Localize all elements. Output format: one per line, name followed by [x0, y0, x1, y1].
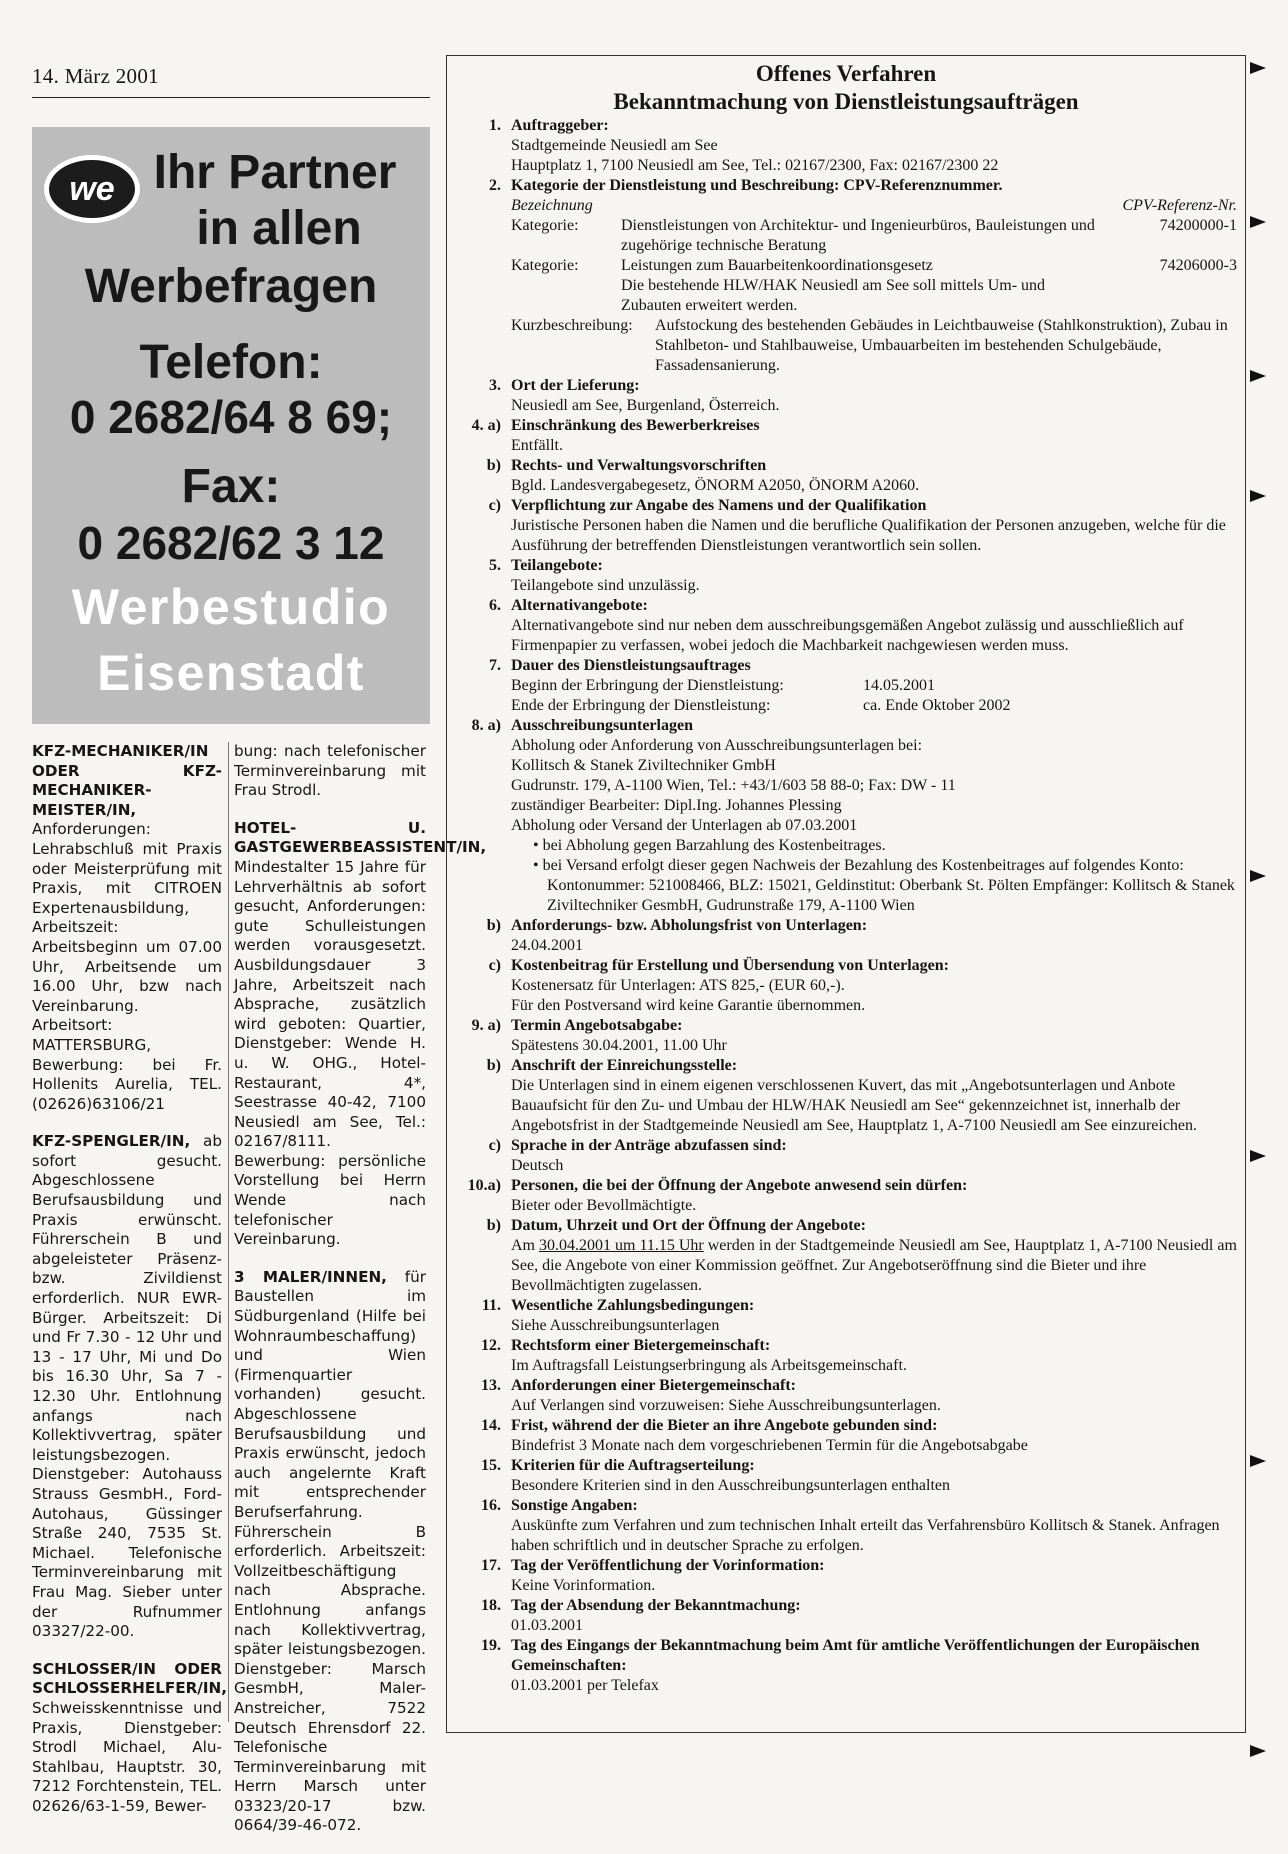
- notice-entries: [455, 116, 1237, 1696]
- entry-text: Neusiedl am See, Burgenland, Österreich.: [511, 397, 780, 414]
- entry-title: Anforderungs- bzw. Abholungsfrist von Unterlagen:: [511, 917, 868, 934]
- entry-text: Teilangebote sind unzulässig.: [511, 577, 700, 594]
- duration-label: Ende der Erbringung der Dienstleistung:: [511, 697, 771, 714]
- entry-number: b): [486, 917, 501, 934]
- entry-title: Kriterien für die Auftragserteilung:: [511, 1457, 755, 1474]
- entry-title: Personen, die bei der Öffnung der Angebote anwesend sein dürfen:: [511, 1177, 968, 1194]
- entry-number: 9. a): [471, 1017, 501, 1034]
- entry-number: 16.: [481, 1497, 501, 1514]
- binder-mark-icon: [1250, 1150, 1266, 1162]
- job-text: bung: nach telefonischer Terminvereinbarung mit Frau Strodl.: [234, 742, 426, 800]
- entry-text: Stadtgemeinde Neusiedl am See: [511, 137, 718, 154]
- entry-number: 1.: [489, 117, 501, 134]
- entry-text: Für den Postversand wird keine Garantie übernommen.: [511, 997, 866, 1014]
- ad-phone-label: Telefon:: [139, 336, 323, 389]
- notice-entry: [455, 1056, 1237, 1136]
- category-key: Kategorie:: [511, 217, 579, 234]
- notice-entry: [455, 1636, 1237, 1696]
- entry-number: b): [486, 1217, 501, 1234]
- notice-entry: [455, 916, 1237, 956]
- ad-phone-number: 0 2682/64 8 69;: [69, 391, 393, 443]
- entry-text-post: werden in der Stadtgemeinde Neusiedl am See, Hauptplatz 1, A-7100 Neusiedl am See, die Angebote von einer Kommission geöffnet. Zur Angebotseröffnung sind die Bieter und ihre Bevollmächtigten zugelassen.: [511, 1237, 1237, 1294]
- entry-title: Rechts- und Verwaltungsvorschriften: [511, 457, 767, 474]
- entry-number: 10.a): [467, 1177, 501, 1194]
- entry-text: 24.04.2001: [511, 937, 583, 954]
- entry-number: 19.: [481, 1637, 501, 1654]
- entry-text: Auskünfte zum Verfahren und zum technischen Inhalt erteilt das Verfahrensbüro Kollitsch & Stanek. Anfragen haben schriftlich und in deutscher Sprache zu erfolgen.: [511, 1517, 1220, 1554]
- entry-number: 14.: [481, 1417, 501, 1434]
- notice-entry: [455, 1016, 1237, 1056]
- ad-studio-city: Eisenstadt: [97, 645, 365, 701]
- entry-text: Keine Vorinformation.: [511, 1577, 656, 1594]
- binder-mark-icon: [1250, 870, 1266, 882]
- entry-text: Juristische Personen haben die Namen und die berufliche Qualifikation der Personen anzugeben, welche für die Ausführung der betreffenden Dienstleistungen verantwortlich sein sollen.: [511, 517, 1226, 554]
- entry-title: Frist, während der die Bieter an ihre Angebote gebunden sind:: [511, 1417, 938, 1434]
- job-text: Anforderungen: Lehrabschluß mit Praxis oder Meisterprüfung mit Praxis, mit CITROEN Expertenausbildung, Arbeitszeit: Arbeitsbeginn um 07.00 Uhr, Arbeitsende um 16.00 Uhr, bzw nach Vereinbarung. Arbeitsort: MATTERSBURG, Bewerbung: bei Fr. Hollenits Aurelia, TEL. (02626)63106/21: [32, 820, 222, 1113]
- notice-header: [447, 60, 1245, 116]
- notice-entry: [455, 1596, 1237, 1636]
- notice-entry: [455, 1296, 1237, 1336]
- entry-number: 11.: [481, 1297, 501, 1314]
- entry-number: c): [488, 957, 501, 974]
- entry-title: Kategorie der Dienstleistung und Beschreibung: CPV-Referenznummer.: [511, 177, 1003, 194]
- notice-entry: [455, 1416, 1237, 1456]
- tender-notice: [446, 55, 1246, 1733]
- entry-text: Hauptplatz 1, 7100 Neusiedl am See, Tel.: 02167/2300, Fax: 02167/2300 22: [511, 157, 999, 174]
- page-date: 14. März 2001: [32, 64, 159, 88]
- entry-number: 3.: [489, 377, 501, 394]
- duration-label: Beginn der Erbringung der Dienstleistung:: [511, 677, 784, 694]
- notice-entry: [455, 1556, 1237, 1596]
- ad-fax-label: Fax:: [181, 460, 281, 513]
- entry-number: 4. a): [471, 417, 501, 434]
- entry-title: Anforderungen einer Bietergemeinschaft:: [511, 1377, 796, 1394]
- category-code: 74200000-1: [1159, 217, 1237, 234]
- job-column-1: [32, 742, 227, 1834]
- entry-number: 7.: [489, 657, 501, 674]
- binder-mark-icon: [1250, 1745, 1266, 1757]
- entry-number: c): [488, 1137, 501, 1154]
- job-text: Schweisskenntnisse und Praxis, Dienstgeber: Strodl Michael, Alu-Stahlbau, Hauptstr. 30, 7212 Forchtenstein, TEL. 02626/63-1-59, Bewer-: [32, 1698, 222, 1815]
- entry-text: Deutsch: [511, 1157, 564, 1174]
- notice-title: Offenes Verfahren: [755, 61, 937, 86]
- entry-title: Kostenbeitrag für Erstellung und Übersendung von Unterlagen:: [511, 957, 949, 974]
- bullet-item: • bei Versand erfolgt dieser gegen Nachweis der Bezahlung des Kostenbeitrages auf folgendes Konto: Kontonummer: 521008466, BLZ: 15021, Geldinstitut: Oberbank St. Pölten Empfänger: Kollitsch & Stanek Ziviltechniker GesmbH, Gudrunstraße 179, A-1100 Wien: [533, 857, 1235, 914]
- entry-text: 01.03.2001: [511, 1617, 583, 1634]
- entry-text: Kollitsch & Stanek Ziviltechniker GmbH: [511, 757, 776, 774]
- entry-title: Einschränkung des Bewerberkreises: [511, 417, 760, 434]
- short-description-key: Kurzbeschreibung:: [511, 317, 633, 334]
- ad-headline-3: Werbefragen: [84, 260, 378, 313]
- short-description: [511, 316, 1237, 376]
- entry-text: Die Unterlagen sind in einem eigenen verschlossenen Kuvert, das mit „Angebotsunterlagen und Anbote Bauaufsicht für den Zu- und Umbau der HLW/HAK Neusiedl am See“ gekennzeichnet ist, innerhalb der Angebotsfrist in der Stadtgemeinde Neusiedl am See, Hauptplatz 1, A-7100 Neusiedl am See einzureichen.: [511, 1077, 1198, 1134]
- entry-title: Dauer des Dienstleistungsauftrages: [511, 657, 751, 674]
- entry-text-pre: Am: [511, 1237, 539, 1254]
- date-rule: [32, 97, 430, 98]
- entry-number: 18.: [481, 1597, 501, 1614]
- entry-text: Spätestens 30.04.2001, 11.00 Uhr: [511, 1037, 727, 1054]
- opening-datetime: 30.04.2001 um 11.15 Uhr: [539, 1237, 704, 1254]
- binder-mark-icon: [1250, 490, 1266, 502]
- entry-text: Bieter oder Bevollmächtigte.: [511, 1197, 697, 1214]
- category-code: 74206000-3: [1159, 257, 1237, 274]
- job-listing: [234, 1268, 426, 1836]
- column-divider: [228, 742, 229, 1722]
- entry-title: Tag des Eingangs der Bekanntmachung beim Amt für amtliche Veröffentlichungen der Europäischen Gemeinschaften:: [511, 1637, 1200, 1674]
- job-listing: [32, 1659, 227, 1817]
- entry-number: 6.: [489, 597, 501, 614]
- entry-number: 2.: [489, 177, 501, 194]
- notice-entry: [455, 956, 1237, 1016]
- binder-mark-icon: [1250, 62, 1266, 74]
- entry-text: 01.03.2001 per Telefax: [511, 1677, 659, 1694]
- bullet-item: • bei Abholung gegen Barzahlung des Kostenbeitrages.: [533, 837, 886, 854]
- category-row: [511, 256, 1237, 316]
- notice-entry: [455, 176, 1237, 376]
- entry-text: Entfällt.: [511, 437, 563, 454]
- category-text: Dienstleistungen von Architektur- und Ingenieurbüros, Bauleistungen und zugehörige technische Beratung: [621, 217, 1095, 254]
- ad-headline-1: Ihr Partner: [153, 146, 397, 199]
- job-title: 3 MALER/INNEN,: [234, 1267, 387, 1286]
- notice-entry: [455, 556, 1237, 596]
- ad-studio-name: Werbestudio: [71, 579, 391, 635]
- category-row: [511, 216, 1237, 256]
- duration-row: [511, 696, 1237, 716]
- entry-number: 5.: [489, 557, 501, 574]
- entry-text: Abholung oder Versand der Unterlagen ab 07.03.2001: [511, 817, 858, 834]
- job-title: KFZ-SPENGLER/IN,: [32, 1132, 191, 1151]
- notice-entry: [455, 1496, 1237, 1556]
- notice-entry: [455, 456, 1237, 496]
- category-header-right: CPV-Referenz-Nr.: [1122, 197, 1237, 214]
- entry-number: 17.: [481, 1557, 501, 1574]
- entry-text: Bindefrist 3 Monate nach dem vorgeschriebenen Termin für die Angebotsabgabe: [511, 1437, 1028, 1454]
- category-header-left: Bezeichnung: [511, 197, 593, 214]
- entry-text: Auf Verlangen sind vorzuweisen: Siehe Ausschreibungsunterlagen.: [511, 1397, 941, 1414]
- notice-entry: [455, 596, 1237, 656]
- notice-entry: [455, 716, 1237, 916]
- entry-number: 12.: [481, 1337, 501, 1354]
- binder-mark-icon: [1250, 1455, 1266, 1467]
- entry-text: [511, 1236, 1237, 1296]
- entry-number: 13.: [481, 1377, 501, 1394]
- entry-title: Auftraggeber:: [511, 117, 609, 134]
- entry-text: Abholung oder Anforderung von Ausschreibungsunterlagen bei:: [511, 737, 923, 754]
- entry-title: Sprache in der Anträge abzufassen sind:: [511, 1137, 787, 1154]
- entry-title: Wesentliche Zahlungsbedingungen:: [511, 1297, 755, 1314]
- notice-entry: [455, 376, 1237, 416]
- category-extra: Die bestehende HLW/HAK Neusiedl am See soll mittels Um- und Zubauten erweitert werden.: [621, 277, 1046, 314]
- entry-text: Besondere Kriterien sind in den Ausschreibungsunterlagen enthalten: [511, 1477, 950, 1494]
- notice-entry: [455, 1176, 1237, 1216]
- category-header: [511, 196, 1237, 216]
- notice-subtitle: Bekanntmachung von Dienstleistungsaufträgen: [613, 89, 1079, 114]
- short-description-text: Aufstockung des bestehenden Gebäudes in Leichtbauweise (Stahlkonstruktion), Zubau in Stahlbeton- und Stahlbauweise, Umbauarbeiten im bestehenden Schulgebäude, Fassadensanierung.: [655, 317, 1228, 374]
- duration-row: [511, 676, 1237, 696]
- job-text: Mindestalter 15 Jahre für Lehrverhältnis ab sofort gesucht, Anforderungen: gute Schulleistungen werden vorausgesetzt. Ausbildungsdauer 3 Jahre, Arbeitszeit nach Absprache, zusätzlich wird geboten: Quartier, Dienstgeber: Wende H. u. W. OHG., Hotel-Restaurant, 4*, Seestrasse 40-42, 7100 Neusiedl am See, Tel.: 02167/8111. Bewerbung: persönliche Vorstellung bei Herrn Wende nach telefonischer Vereinbarung.: [234, 857, 426, 1249]
- ad-headline-2: in allen: [196, 202, 362, 255]
- notice-entry: [455, 1336, 1237, 1376]
- entry-number: c): [488, 497, 501, 514]
- notice-entry: [455, 1456, 1237, 1496]
- entry-title: Termin Angebotsabgabe:: [511, 1017, 683, 1034]
- notice-entry: [455, 1216, 1237, 1296]
- job-title: SCHLOSSER/IN ODER SCHLOSSERHELFER/IN,: [32, 1659, 227, 1698]
- job-text: ab sofort gesucht. Abgeschlossene Berufsausbildung und Praxis erwünscht. Führerschein B und abgeleisteter Präsenz- bzw. Zivildienst erforderlich. NUR EWR-Bürger. Arbeitszeit: Di und Fr 7.30 - 12 Uhr und 13 - 17 Uhr, Mi und Do bis 16.30 Uhr, Sa 7 - 12.30 Uhr. Entlohnung anfangs nach Kollektivvertrag, später leistungsbezogen. Dienstgeber: Autohauss Strauss GesmbH., Ford-Autohaus, Güssinger Straße 240, 7535 St. Michael. Telefonische Terminvereinbarung mit Frau Mag. Sieber unter der Rufnummer 03327/22-00.: [32, 1132, 222, 1641]
- duration-value: 14.05.2001: [863, 677, 935, 694]
- advertisement: [32, 127, 430, 724]
- duration-value: ca. Ende Oktober 2002: [863, 697, 1011, 714]
- notice-entry: [455, 1136, 1237, 1176]
- binder-mark-icon: [1250, 216, 1266, 228]
- entry-text: Alternativangebote sind nur neben dem ausschreibungsgemäßen Angebot zulässig und ausschließlich auf Firmenpapier zu verfassen, wobei jedoch die Machbarkeit nachgewiesen werden muss.: [511, 617, 1184, 654]
- ad-logo-text: we: [69, 170, 115, 208]
- entry-title: Verpflichtung zur Angabe des Namens und der Qualifikation: [511, 497, 927, 514]
- entry-text: Gudrunstr. 179, A-1100 Wien, Tel.: +43/1/603 58 88-0; Fax: DW - 11: [511, 777, 956, 794]
- entry-text: Siehe Ausschreibungsunterlagen: [511, 1317, 720, 1334]
- entry-title: Anschrift der Einreichungsstelle:: [511, 1057, 738, 1074]
- binder-mark-icon: [1250, 370, 1266, 382]
- job-listing: [234, 742, 426, 801]
- ad-fax-number: 0 2682/62 3 12: [77, 517, 385, 569]
- entry-title: Rechtsform einer Bietergemeinschaft:: [511, 1337, 771, 1354]
- entry-title: Ausschreibungsunterlagen: [511, 717, 693, 734]
- entry-text: Kostenersatz für Unterlagen: ATS 825,- (EUR 60,-).: [511, 977, 845, 994]
- entry-number: b): [486, 457, 501, 474]
- notice-entry: [455, 416, 1237, 456]
- entry-title: Tag der Absendung der Bekanntmachung:: [511, 1597, 801, 1614]
- entry-title: Datum, Uhrzeit und Ort der Öffnung der Angebote:: [511, 1217, 866, 1234]
- entry-number: 8. a): [471, 717, 501, 734]
- category-key: Kategorie:: [511, 257, 579, 274]
- notice-entry: [455, 496, 1237, 556]
- notice-entry: [455, 1376, 1237, 1416]
- entry-number: b): [486, 1057, 501, 1074]
- entry-text: Bgld. Landesvergabegesetz, ÖNORM A2050, ÖNORM A2060.: [511, 477, 920, 494]
- entry-title: Alternativangebote:: [511, 597, 648, 614]
- job-listing: [32, 1132, 222, 1641]
- category-text: Leistungen zum Bauarbeitenkoordinationsgesetz: [621, 257, 933, 274]
- notice-entry: [455, 656, 1237, 716]
- job-listing: [32, 742, 222, 1114]
- entry-text: zuständiger Bearbeiter: Dipl.Ing. Johannes Plessing: [511, 797, 842, 814]
- entry-title: Teilangebote:: [511, 557, 603, 574]
- job-title: KFZ-MECHANIKER/IN ODER KFZ-MECHANIKER-MEISTER/IN,: [32, 742, 222, 819]
- entry-title: Sonstige Angaben:: [511, 1497, 638, 1514]
- entry-title: Ort der Lieferung:: [511, 377, 640, 394]
- notice-entry: [455, 116, 1237, 176]
- job-title: HOTEL- U. GASTGEWERBEASSISTENT/IN,: [234, 818, 487, 857]
- job-text: für Baustellen im Südburgenland (Hilfe bei Wohnraumbeschaffung) und Wien (Firmenquartier vorhanden) gesucht. Abgeschlossene Berufsausbildung und Praxis erwünscht, jedoch auch angelernte Kraft mit entsprechender Berufserfahrung. Führerschein B erforderlich. Arbeitszeit: Vollzeitbeschäftigung nach Absprache. Entlohnung anfangs nach Kollektivvertrag, später leistungsbezogen. Dienstgeber: Marsch GesmbH, Maler-Anstreicher, 7522 Deutsch Ehrensdorf 22. Telefonische Terminvereinbarung mit Herrn Marsch unter 03323/20-17 bzw. 0664/39-46-072.: [234, 1267, 426, 1835]
- entry-number: 15.: [481, 1457, 501, 1474]
- entry-title: Tag der Veröffentlichung der Vorinformation:: [511, 1557, 825, 1574]
- entry-text: Im Auftragsfall Leistungserbringung als Arbeitsgemeinschaft.: [511, 1357, 907, 1374]
